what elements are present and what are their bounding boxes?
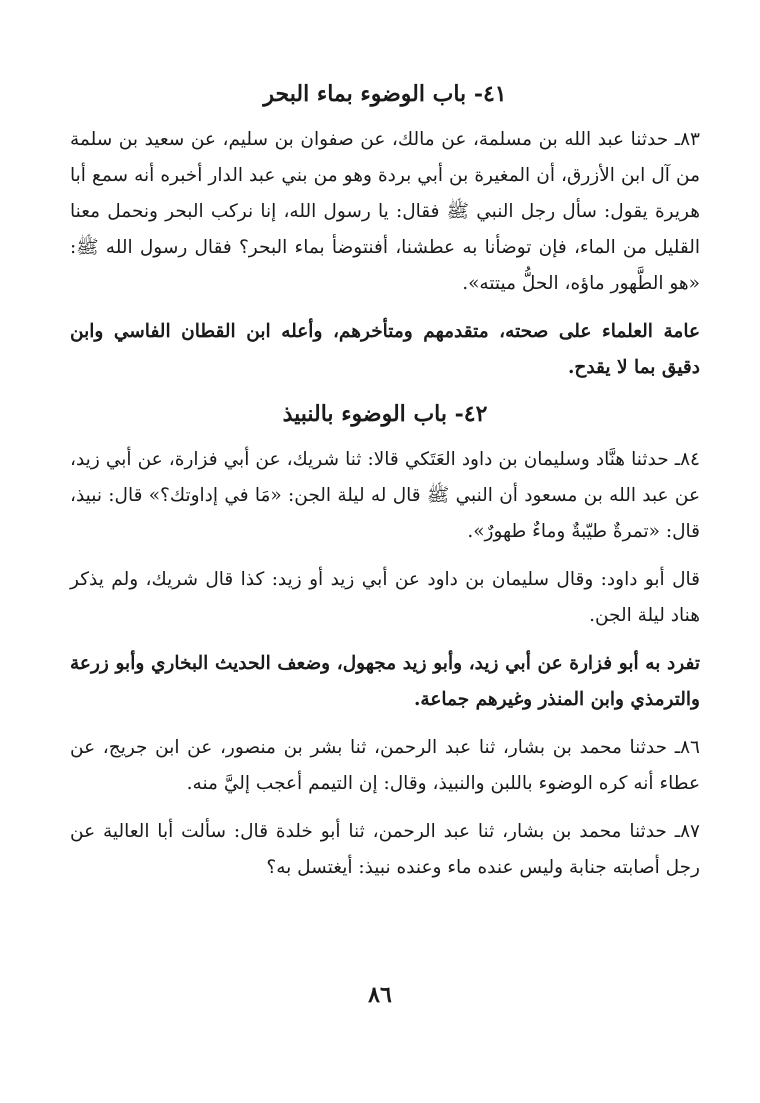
hadith-86: ٨٦ـ حدثنا محمد بن بشار، ثنا عبد الرحمن، ثنا بشر بن منصور، عن ابن جريج، عن عطاء أنه كره الوضوء باللبن والنبيذ، وقال: إن التيمم أعجب إليَّ منه. xyxy=(70,737,700,794)
page-number: ٨٦ xyxy=(368,982,392,1008)
page-body xyxy=(70,78,700,898)
hadith-84: ٨٤ـ حدثنا هنَّاد وسليمان بن داود العَتَكي قالا: ثنا شريك، عن أبي فزارة، عن أبي زيد، عن عبد الله بن مسعود أن النبي ﷺ قال له ليلة الجن: «مَا في إداوتك؟» قال: نبيذ، قال: «تمرةٌ طيّبةٌ وماءٌ طهورٌ». xyxy=(70,449,700,542)
commentary-83: عامة العلماء على صحته، متقدمهم ومتأخرهم، وأعله ابن القطان الفاسي وابن دقيق بما لا يقدح. xyxy=(70,321,700,378)
hadith-87: ٨٧ـ حدثنا محمد بن بشار، ثنا عبد الرحمن، ثنا أبو خلدة قال: سألت أبا العالية عن رجل أصابته جنابة وليس عنده ماء وعنده نبيذ: أيغتسل به؟ xyxy=(70,821,700,878)
chapter-42-heading: ٤٢- باب الوضوء بالنبيذ xyxy=(282,401,488,427)
abu-dawud-remark: قال أبو داود: وقال سليمان بن داود عن أبي زيد أو زيد: كذا قال شريك، ولم يذكر هناد ليلة الجن. xyxy=(70,569,700,626)
hadith-83: ٨٣ـ حدثنا عبد الله بن مسلمة، عن مالك، عن صفوان بن سليم، عن سعيد بن سلمة من آل ابن الأزرق، أن المغيرة بن أبي بردة وهو من بني عبد الدار أخبره أنه سمع أبا هريرة يقول: سأل رجل النبي ﷺ فقال: يا رسول الله، إنا نركب البحر ونحمل معنا القليل من الماء، فإن توضأنا به عطشنا، أفنتوضأ بماء البحر؟ فقال رسول الله ﷺ: «هو الطَّهور ماؤه، الحلُّ ميتته». xyxy=(70,129,700,294)
chapter-41-heading: ٤١- باب الوضوء بماء البحر xyxy=(263,81,507,107)
commentary-84: تفرد به أبو فزارة عن أبي زيد، وأبو زيد مجهول، وضعف الحديث البخاري وأبو زرعة والترمذي وابن المنذر وغيرهم جماعة. xyxy=(70,653,700,710)
